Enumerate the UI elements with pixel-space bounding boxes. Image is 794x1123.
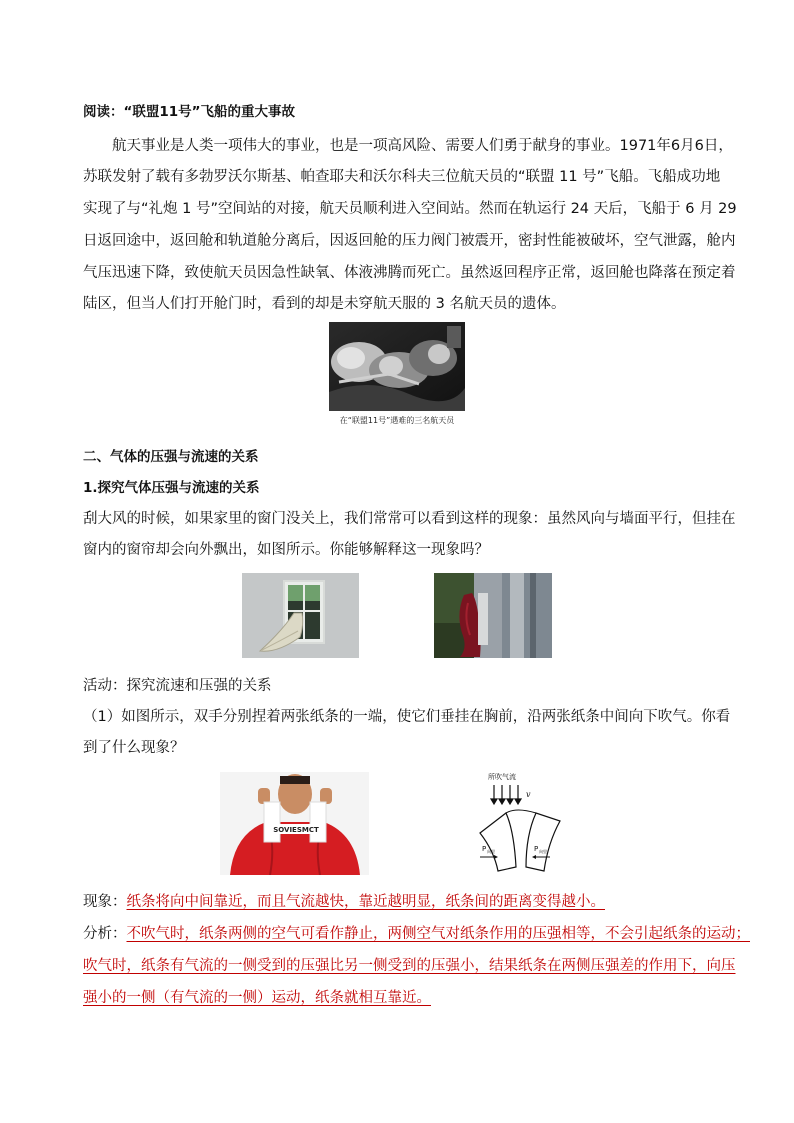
- intro-text-line-2: 窗内的窗帘却会向外飘出，如图所示。你能够解释这一现象吗？: [83, 542, 489, 558]
- reading-para-line-3: 实现了与“礼炮 1 号”空间站的对接，航天员顺利进入空间站。然而在轨运行 24 天后，飞船于 6 月 29: [83, 201, 737, 217]
- curtain-photo-2: [434, 573, 552, 658]
- reading-para-line-5: 气压迅速下降，致使航天员因急性缺氧、体液沸腾而死亡。虽然返回程序正常，返回舱也降落在预定着: [83, 265, 736, 281]
- photo-caption: 在“联盟11号”遇难的三名航天员: [339, 416, 455, 425]
- diagram-airflow-label: 所吹气流: [488, 773, 516, 781]
- reading-para-line-1: 航天事业是人类一项伟大的事业，也是一项高风险、需要人们勇于献身的事业。1971年6月6日，: [112, 138, 733, 154]
- diagram-pressure-right-sub: 向里: [539, 849, 547, 854]
- reading-para-line-6: 陆区，但当人们打开舱门时，看到的却是未穿航天服的 3 名航天员的遗体。: [83, 296, 566, 312]
- section-heading: 二、气体的压强与流速的关系: [83, 449, 259, 465]
- activity-label: 活动：探究流速和压强的关系: [83, 678, 272, 694]
- blowing-paper-photo: [220, 772, 369, 875]
- airflow-diagram: [476, 771, 570, 875]
- reading-para-line-4: 日返回途中，返回舱和轨道舱分离后，因返回舱的压力阀门被震开，密封性能被破坏，空气泄露，舱内: [83, 233, 736, 249]
- analysis-line-1: [83, 924, 750, 944]
- diagram-pressure-left-sub: 向里: [487, 849, 495, 854]
- reading-para-line-2: 苏联发射了载有多勃罗沃尔斯基、帕查耶夫和沃尔科夫三位航天员的“联盟 11 号”飞船。飞船成功地: [83, 169, 721, 185]
- subsection-heading: 1.探究气体压强与流速的关系: [83, 480, 260, 496]
- analysis-label: 分析：: [83, 926, 127, 942]
- question-1-line-2: 到了什么现象？: [83, 740, 185, 756]
- analysis-line-2: 吹气时，纸条有气流的一侧受到的压强比另一侧受到的压强小，结果纸条在两侧压强差的作用下，向压: [83, 958, 736, 974]
- analysis-text-1: 不吹气时，纸条两侧的空气可看作静止，两侧空气对纸条作用的压强相等，不会引起纸条的运动；: [126, 926, 750, 942]
- astronauts-photo: [329, 322, 465, 411]
- question-1-line-1: （1）如图所示，双手分别捏着两张纸条的一端，使它们垂挂在胸前，沿两张纸条中间向下吹气。你看: [83, 709, 731, 725]
- diagram-velocity-label: v: [526, 790, 531, 799]
- analysis-line-3: 强小的一侧（有气流的一侧）运动，纸条就相互靠近。: [83, 990, 431, 1006]
- intro-text-line-1: 刮大风的时候，如果家里的窗门没关上，我们常常可以看到这样的现象：虽然风向与墙面平行，但挂在: [83, 511, 736, 527]
- observation-text: 纸条将向中间靠近，而且气流越快，靠近越明显，纸条间的距离变得越小。: [126, 894, 605, 910]
- reading-title: 阅读：“联盟11号”飞船的重大事故: [83, 104, 296, 120]
- observation-label: 现象：: [83, 894, 127, 910]
- diagram-pressure-left: P: [482, 845, 487, 853]
- observation: [83, 892, 605, 912]
- shirt-text: SOVIESMCT: [273, 826, 319, 834]
- curtain-photo-1: [242, 573, 359, 658]
- diagram-pressure-right: P: [534, 845, 539, 853]
